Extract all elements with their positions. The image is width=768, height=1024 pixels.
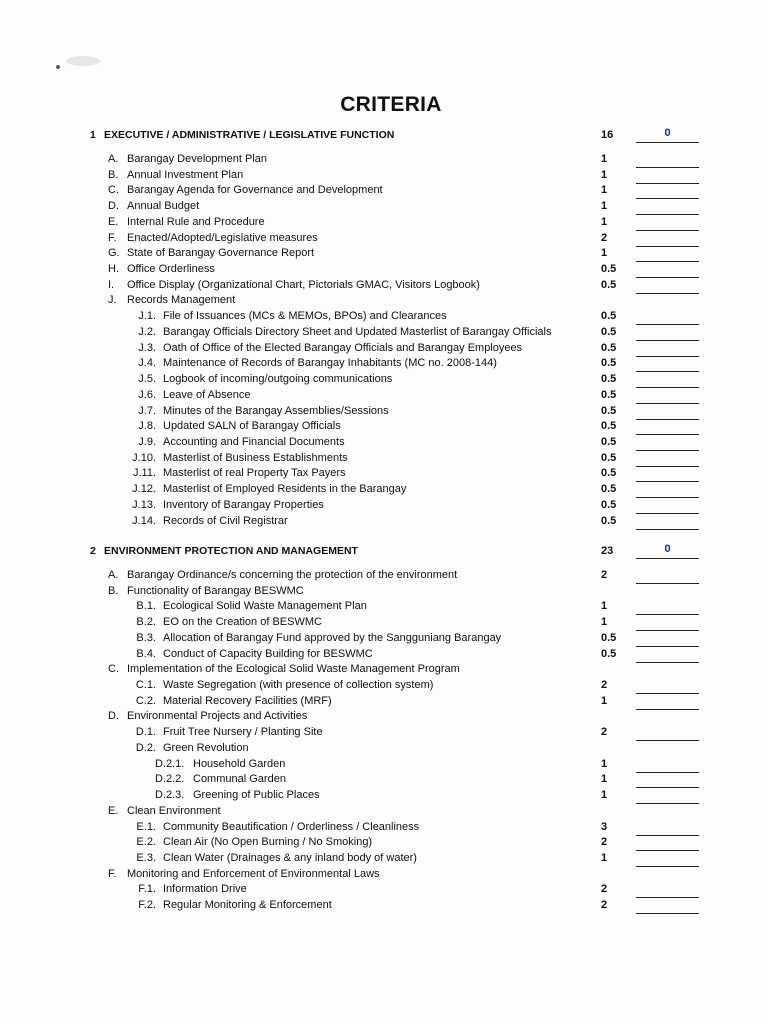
- item-score-field[interactable]: [636, 851, 699, 867]
- item-points: 3: [601, 820, 608, 833]
- item-code: J.10.: [132, 451, 156, 464]
- item-points: 2: [601, 899, 608, 912]
- item-points: 1: [601, 851, 608, 864]
- item-label: Updated SALN of Barangay Officials: [163, 420, 341, 433]
- criteria-item: [108, 245, 314, 261]
- criteria-item: [108, 261, 215, 277]
- section-title: EXECUTIVE / ADMINISTRATIVE / LEGISLATIVE FUNCTION: [104, 129, 395, 141]
- item-code: J.12.: [132, 483, 156, 496]
- criteria-item: [131, 881, 247, 897]
- item-score-field[interactable]: [636, 482, 699, 498]
- item-label: Barangay Agenda for Governance and Development: [127, 184, 383, 197]
- criteria-item: [108, 866, 380, 882]
- item-code: F.2.: [138, 899, 156, 912]
- item-points: 0.5: [601, 278, 617, 291]
- item-points: 0.5: [601, 388, 617, 401]
- criteria-item: [131, 355, 497, 371]
- item-code: E.1.: [136, 820, 156, 833]
- item-points: 0.5: [601, 404, 617, 417]
- item-label: Clean Environment: [127, 804, 221, 817]
- item-code: J.2.: [138, 325, 156, 338]
- item-label: Records of Civil Registrar: [163, 514, 288, 527]
- item-score-field[interactable]: [636, 372, 699, 388]
- item-code: D.2.3.: [155, 789, 185, 802]
- item-code: B.3.: [136, 631, 156, 644]
- item-score-field[interactable]: [636, 168, 699, 184]
- item-score-field[interactable]: [636, 215, 699, 231]
- item-label: Annual Budget: [127, 200, 200, 213]
- item-points: 2: [601, 726, 608, 739]
- item-label: Barangay Officials Directory Sheet and Updated Masterlist of Barangay Officials: [163, 325, 552, 338]
- item-points: 0.5: [601, 325, 617, 338]
- item-score-field[interactable]: [636, 882, 699, 898]
- item-label: Regular Monitoring & Enforcement: [163, 899, 332, 912]
- item-score-field[interactable]: [636, 678, 699, 694]
- item-points: 0.5: [601, 357, 617, 370]
- item-points: 0.5: [601, 467, 617, 480]
- item-label: Barangay Ordinance/s concerning the protection of the environment: [127, 569, 458, 581]
- item-score-field[interactable]: [636, 199, 699, 215]
- criteria-item: [108, 803, 221, 819]
- item-code: D.: [108, 710, 119, 723]
- item-score-field[interactable]: [636, 568, 699, 584]
- item-score-field[interactable]: [636, 404, 699, 420]
- criteria-item: [131, 387, 250, 403]
- item-score-field[interactable]: [636, 419, 699, 435]
- item-score-field[interactable]: [636, 498, 699, 514]
- item-code: D.2.2.: [155, 773, 185, 786]
- criteria-item: [131, 646, 373, 662]
- section-score-field[interactable]: 0: [636, 543, 699, 559]
- item-label: Green Revolution: [163, 741, 249, 754]
- criteria-item: [131, 614, 322, 630]
- item-points: 1: [601, 200, 608, 213]
- item-code: C.1.: [135, 679, 156, 692]
- item-label: Environmental Projects and Activities: [127, 710, 308, 723]
- item-score-field[interactable]: [636, 246, 699, 262]
- item-score-field[interactable]: [636, 615, 699, 631]
- item-label: Masterlist of Employed Residents in the Barangay: [163, 483, 407, 496]
- criteria-item: [108, 151, 267, 167]
- item-label: Inventory of Barangay Properties: [163, 498, 324, 511]
- item-score-field[interactable]: [636, 451, 699, 467]
- item-points: 2: [601, 883, 608, 896]
- item-score-field[interactable]: [636, 694, 699, 710]
- item-points: 1: [601, 168, 608, 181]
- item-label: Masterlist of real Property Tax Payers: [163, 467, 346, 480]
- item-label: Enacted/Adopted/Legislative measures: [127, 231, 318, 244]
- criteria-item: [131, 434, 345, 450]
- item-score-field[interactable]: [636, 466, 699, 482]
- item-score-field[interactable]: [636, 278, 699, 294]
- criteria-item: [108, 708, 307, 724]
- item-score-field[interactable]: [636, 388, 699, 404]
- item-code: E.: [108, 804, 119, 817]
- item-score-field[interactable]: [636, 309, 699, 325]
- item-code: C.: [108, 184, 119, 197]
- item-score-field[interactable]: [636, 631, 699, 647]
- criteria-item: [131, 819, 419, 835]
- item-label: Logbook of incoming/outgoing communications: [163, 373, 393, 386]
- item-code: E.: [108, 215, 119, 228]
- criteria-item: [131, 693, 332, 709]
- item-score-field[interactable]: [636, 435, 699, 451]
- item-score-field[interactable]: [636, 788, 699, 804]
- item-score-field[interactable]: [636, 356, 699, 372]
- criteria-item: [131, 324, 551, 340]
- criteria-item: [108, 277, 480, 293]
- criteria-item: [131, 308, 447, 324]
- criteria-item: [155, 756, 285, 772]
- item-code: J.8.: [138, 420, 156, 433]
- item-points: 1: [601, 773, 608, 786]
- item-code: F.1.: [138, 883, 156, 896]
- item-points: 1: [601, 616, 608, 629]
- item-code: H.: [108, 263, 119, 276]
- criteria-item: [155, 771, 286, 787]
- item-score-field[interactable]: [636, 231, 699, 247]
- item-code: B.2.: [136, 616, 156, 629]
- criteria-item: [108, 661, 460, 677]
- section-title: ENVIRONMENT PROTECTION AND MANAGEMENT: [104, 545, 358, 557]
- item-label: Office Orderliness: [127, 263, 215, 276]
- criteria-item: [108, 198, 199, 214]
- item-points: 0.5: [601, 631, 617, 644]
- item-score-field[interactable]: [636, 820, 699, 836]
- item-label: Barangay Development Plan: [127, 153, 268, 165]
- item-code: J.5.: [138, 373, 156, 386]
- item-label: State of Barangay Governance Report: [127, 247, 315, 260]
- section-number: 2: [90, 545, 96, 557]
- section-score-field[interactable]: 0: [636, 127, 699, 143]
- item-label: Records Management: [127, 294, 236, 307]
- item-label: Clean Water (Drainages & any inland body of water): [163, 851, 417, 864]
- item-code: J.4.: [138, 357, 156, 370]
- criteria-item: [108, 182, 383, 198]
- item-points: 2: [601, 569, 608, 581]
- item-code: D.: [108, 200, 119, 213]
- item-label: Allocation of Barangay Fund approved by the Sangguniang Barangay: [163, 631, 502, 644]
- criteria-item: [131, 465, 346, 481]
- item-code: F.: [108, 231, 117, 244]
- item-points: 2: [601, 231, 608, 244]
- item-label: Leave of Absence: [163, 388, 251, 401]
- item-points: 0.5: [601, 451, 617, 464]
- item-score-field[interactable]: [636, 341, 699, 357]
- item-label: Minutes of the Barangay Assemblies/Sessions: [163, 404, 389, 417]
- criteria-item: [108, 167, 243, 183]
- criteria-item: [108, 214, 265, 230]
- criteria-item: [131, 834, 372, 850]
- item-points: 0.5: [601, 498, 617, 511]
- item-score-field[interactable]: [636, 772, 699, 788]
- criteria-item: [131, 418, 341, 434]
- item-points: 1: [601, 184, 608, 197]
- item-code: J.1.: [138, 310, 156, 323]
- criteria-item: [108, 292, 235, 308]
- criteria-item: [131, 371, 392, 387]
- item-points: 1: [601, 215, 608, 228]
- section-number: 1: [90, 129, 96, 141]
- criteria-item: [131, 630, 501, 646]
- item-code: D.2.: [135, 741, 156, 754]
- item-code: J.11.: [132, 467, 156, 480]
- item-points: 0.5: [601, 483, 617, 496]
- criteria-item: [131, 598, 367, 614]
- item-score-field[interactable]: [636, 152, 699, 168]
- criteria-item: [131, 897, 332, 913]
- item-points: 2: [601, 836, 608, 849]
- item-score-field[interactable]: [636, 647, 699, 663]
- item-points: 0.5: [601, 373, 617, 386]
- item-label: Ecological Solid Waste Management Plan: [163, 600, 367, 613]
- criteria-item: [155, 787, 320, 803]
- item-code: J.: [108, 294, 117, 307]
- criteria-item: [108, 583, 304, 599]
- item-code: J.9.: [138, 435, 156, 448]
- item-code: J.3.: [138, 341, 156, 354]
- criteria-item: [131, 677, 433, 693]
- item-code: A.: [108, 569, 119, 581]
- item-score-field[interactable]: [636, 262, 699, 278]
- criteria-item: [131, 850, 417, 866]
- criteria-item: [131, 724, 323, 740]
- item-label: Communal Garden: [193, 773, 286, 786]
- item-score-field[interactable]: [636, 514, 699, 530]
- item-points: 1: [601, 600, 608, 613]
- item-label: Conduct of Capacity Building for BESWMC: [163, 647, 373, 660]
- section-heading: [90, 543, 358, 559]
- item-score-field[interactable]: [636, 325, 699, 341]
- item-label: EO on the Creation of BESWMC: [163, 616, 322, 629]
- item-label: Monitoring and Enforcement of Environmental Laws: [127, 867, 380, 880]
- section-points: 23: [601, 545, 614, 557]
- item-label: Masterlist of Business Establishments: [163, 451, 348, 464]
- item-points: 0.5: [601, 310, 617, 323]
- item-code: B.4.: [136, 647, 156, 660]
- item-code: J.6.: [138, 388, 156, 401]
- item-code: D.2.1.: [155, 757, 185, 770]
- item-code: D.1.: [135, 726, 156, 739]
- item-label: Fruit Tree Nursery / Planting Site: [163, 726, 323, 739]
- item-code: B.1.: [136, 600, 156, 613]
- item-label: Oath of Office of the Elected Barangay Officials and Barangay Employees: [163, 341, 523, 354]
- item-points: 1: [601, 789, 608, 802]
- item-code: C.2.: [135, 694, 156, 707]
- item-code: E.3.: [136, 851, 156, 864]
- item-points: 0.5: [601, 514, 617, 527]
- item-points: 1: [601, 153, 608, 165]
- item-label: Internal Rule and Procedure: [127, 215, 265, 228]
- item-score-field[interactable]: [636, 725, 699, 741]
- item-score-field[interactable]: [636, 898, 699, 914]
- item-label: Maintenance of Records of Barangay Inhabitants (MC no. 2008-144): [163, 357, 497, 370]
- criteria-item: [108, 567, 457, 583]
- item-label: Functionality of Barangay BESWMC: [127, 584, 304, 597]
- item-points: 1: [601, 247, 608, 260]
- item-label: Information Drive: [163, 883, 247, 896]
- item-score-field[interactable]: [636, 835, 699, 851]
- page-title: CRITERIA: [340, 93, 442, 116]
- section-points: 16: [601, 129, 614, 141]
- criteria-item: [131, 740, 249, 756]
- criteria-item: [108, 230, 318, 246]
- item-points: 2: [601, 679, 608, 692]
- item-points: 0.5: [601, 420, 617, 433]
- item-label: Greening of Public Places: [193, 789, 320, 802]
- item-label: Implementation of the Ecological Solid Waste Management Program: [127, 663, 460, 676]
- item-label: Waste Segregation (with presence of collection system): [163, 679, 434, 692]
- item-code: J.13.: [132, 498, 156, 511]
- section-heading: [90, 127, 394, 143]
- item-label: Household Garden: [193, 757, 286, 770]
- item-code: J.7.: [138, 404, 156, 417]
- item-label: Annual Investment Plan: [127, 168, 244, 181]
- item-points: 0.5: [601, 647, 617, 660]
- item-code: G.: [108, 247, 120, 260]
- item-label: Office Display (Organizational Chart, Pictorials GMAC, Visitors Logbook): [127, 278, 480, 291]
- item-code: I.: [108, 278, 115, 291]
- item-label: Material Recovery Facilities (MRF): [163, 694, 332, 707]
- item-points: 1: [601, 694, 608, 707]
- criteria-item: [131, 497, 324, 513]
- item-score-field[interactable]: [636, 183, 699, 199]
- item-points: 0.5: [601, 341, 617, 354]
- item-label: File of Issuances (MCs & MEMOs, BPOs) and Clearances: [163, 310, 447, 323]
- item-points: 0.5: [601, 263, 617, 276]
- item-label: Accounting and Financial Documents: [163, 435, 345, 448]
- criteria-item: [131, 481, 406, 497]
- item-code: E.2.: [136, 836, 156, 849]
- criteria-item: [131, 403, 389, 419]
- criteria-item: [131, 513, 288, 529]
- item-label: Community Beautification / Orderliness / Cleanliness: [163, 820, 420, 833]
- item-score-field[interactable]: [636, 599, 699, 615]
- item-label: Clean Air (No Open Burning / No Smoking): [163, 836, 373, 849]
- item-code: B.: [108, 168, 119, 181]
- item-score-field[interactable]: [636, 757, 699, 773]
- criteria-item: [131, 340, 522, 356]
- item-code: J.14.: [132, 514, 156, 527]
- scan-speck: [56, 65, 60, 69]
- item-code: B.: [108, 584, 119, 597]
- item-points: 1: [601, 757, 608, 770]
- item-code: C.: [108, 663, 119, 676]
- item-code: F.: [108, 867, 117, 880]
- scan-smudge: [66, 56, 100, 66]
- item-code: A.: [108, 153, 119, 165]
- criteria-item: [131, 450, 348, 466]
- item-points: 0.5: [601, 435, 617, 448]
